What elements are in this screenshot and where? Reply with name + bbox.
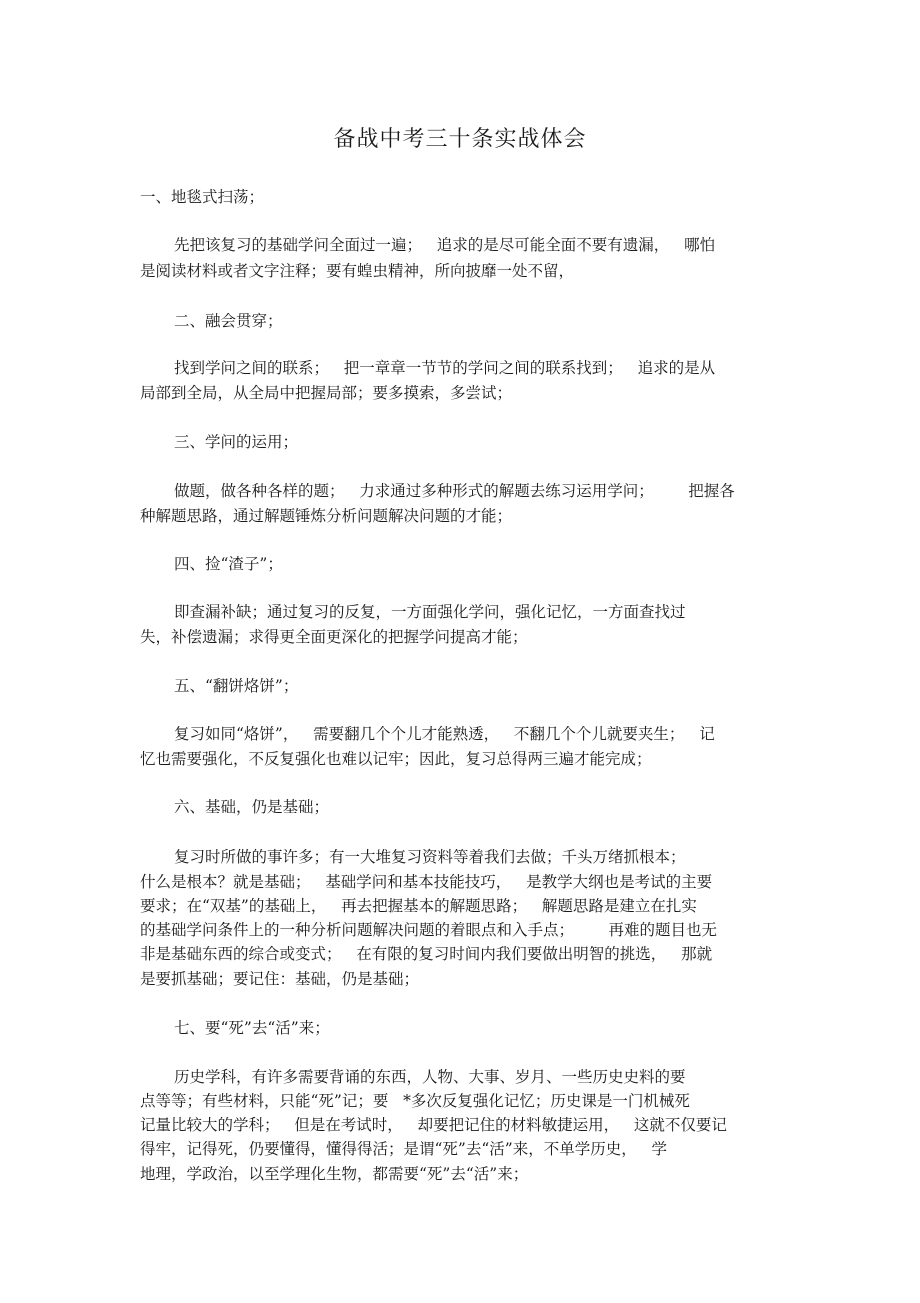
- paragraph-line: 即查漏补缺；通过复习的反复，一方面强化学问，强化记忆，一方面查找过: [174, 603, 686, 621]
- paragraph-line: 忆也需要强化，不反复强化也难以记牢；因此，复习总得两三遍才能完成；: [140, 750, 652, 768]
- document-title: 备战中考三十条实战体会: [333, 127, 587, 152]
- section-heading: 四、捡“渣子”；: [174, 555, 283, 573]
- paragraph-line: 是阅读材料或者文字注释；要有蝗虫精神，所向披靡一处不留，: [140, 262, 575, 280]
- paragraph-line: 找到学问之间的联系； 把一章章一节节的学问之间的联系找到； 追求的是从: [174, 359, 716, 377]
- paragraph-line: 要求；在“双基”的基础上， 再去把握基本的解题思路； 解题思路是建立在扎实: [140, 897, 697, 915]
- paragraph-line: 局部到全局，从全局中把握局部；要多摸索，多尝试；: [140, 384, 513, 402]
- paragraph-line: 的基础学问条件上的一种分析问题解决问题的着眼点和入手点； 再难的题目也无: [140, 921, 717, 939]
- paragraph-line: 复习如同“烙饼”， 需要翻几个个儿才能熟透， 不翻几个个儿就要夹生； 记: [174, 725, 715, 743]
- section-heading: 七、要“死”去“活”来；: [174, 1019, 330, 1037]
- section-heading: 三、学问的运用；: [174, 433, 299, 451]
- paragraph-line: 地理，学政治，以至学理化生物，都需要“死”去“活”来；: [140, 1165, 529, 1183]
- section-heading: 五、“翻饼烙饼”；: [174, 677, 299, 695]
- paragraph-line: 什么是根本？就是基础； 基础学问和基本技能技巧， 是教学大纲也是考试的主要: [140, 873, 713, 891]
- paragraph-line: 点等等；有些材料，只能“死”记；要 *多次反复强化记忆；历史课是一门机械死: [140, 1092, 690, 1110]
- paragraph-line: 是要抓基础；要记住：基础，仍是基础；: [140, 970, 420, 988]
- section-heading: 二、融会贯穿；: [174, 312, 283, 330]
- section-heading: 一、地毯式扫荡；: [140, 188, 265, 206]
- paragraph-line: 记量比较大的学科； 但是在考试时， 却要把记住的材料敏捷运用， 这就不仅要记: [140, 1116, 727, 1134]
- paragraph-line: 种解题思路，通过解题锤炼分析问题解决问题的才能；: [140, 507, 513, 525]
- section-heading: 六、基础，仍是基础；: [174, 798, 330, 816]
- paragraph-line: 失，补偿遗漏；求得更全面更深化的把握学问提高才能；: [140, 628, 528, 646]
- paragraph-line: 历史学科，有许多需要背诵的东西，人物、大事、岁月、一些历史史料的要: [174, 1068, 686, 1086]
- paragraph-line: 做题，做各种各样的题； 力求通过多种形式的解题去练习运用学问； 把握各: [174, 482, 735, 500]
- paragraph-line: 先把该复习的基础学问全面过一遍； 追求的是尽可能全面不要有遗漏， 哪怕: [174, 236, 716, 254]
- paragraph-line: 非是基础东西的综合或变式； 在有限的复习时间内我们要做出明智的挑选， 那就: [140, 945, 713, 963]
- paragraph-line: 复习时所做的事许多；有一大堆复习资料等着我们去做；千头万绪抓根本；: [174, 848, 686, 866]
- paragraph-line: 得牢，记得死，仍要懂得，懂得得活；是谓“死”去“活”来，不单学历史， 学: [140, 1140, 667, 1158]
